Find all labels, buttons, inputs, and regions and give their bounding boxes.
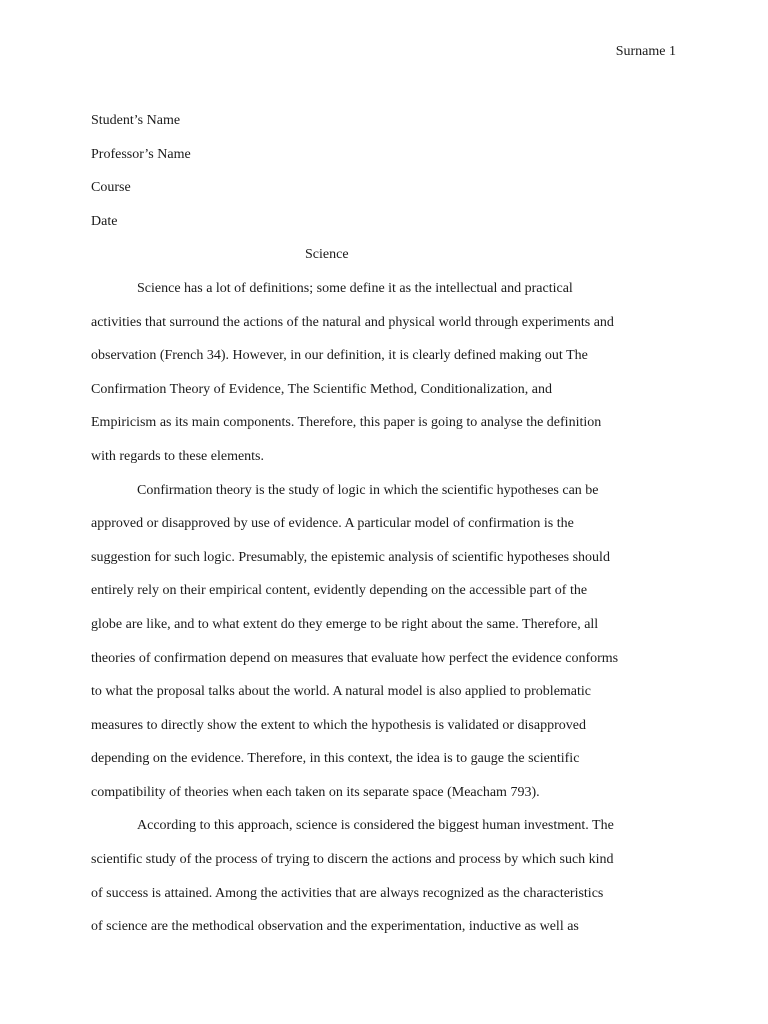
running-head: Surname 1 bbox=[615, 44, 676, 59]
paragraph-line: depending on the evidence. Therefore, in this context, the idea is to gauge the scientific bbox=[91, 751, 580, 767]
essay-title: Science bbox=[305, 247, 349, 263]
course-line: Course bbox=[91, 180, 131, 196]
paragraph-line: activities that surround the actions of the natural and physical world through experiments and bbox=[91, 314, 614, 330]
paragraph-line: to what the proposal talks about the world. A natural model is also applied to problematic bbox=[91, 684, 592, 700]
paragraph-line: measures to directly show the extent to which the hypothesis is validated or disapproved bbox=[91, 717, 586, 733]
date-line: Date bbox=[91, 213, 118, 229]
paragraph-line: with regards to these elements. bbox=[91, 448, 265, 464]
paragraph-line: According to this approach, science is considered the biggest human investment. The bbox=[137, 818, 614, 834]
paragraph-line: suggestion for such logic. Presumably, the epistemic analysis of scientific hypotheses should bbox=[91, 549, 610, 565]
paragraph-line: of success is attained. Among the activities that are always recognized as the characteristics bbox=[91, 885, 604, 901]
essay-body bbox=[91, 104, 677, 944]
paragraph-line: globe are like, and to what extent do they emerge to be right about the same. Therefore, all bbox=[91, 616, 599, 632]
paragraph-line: Empiricism as its main components. Therefore, this paper is going to analyse the definition bbox=[91, 415, 602, 431]
paragraph-line: of science are the methodical observation and the experimentation, inductive as well as bbox=[91, 919, 579, 935]
paragraph-line: Confirmation Theory of Evidence, The Scientific Method, Conditionalization, and bbox=[91, 381, 552, 397]
paragraph-line: entirely rely on their empirical content, evidently depending on the accessible part of the bbox=[91, 583, 588, 599]
student-name-line: Student’s Name bbox=[91, 113, 181, 128]
paragraph-line: scientific study of the process of trying to discern the actions and process by which such kind bbox=[91, 852, 614, 868]
paragraph-line: theories of confirmation depend on measures that evaluate how perfect the evidence conforms bbox=[91, 650, 619, 666]
paragraph-line: compatibility of theories when each taken on its separate space (Meacham 793). bbox=[91, 784, 540, 800]
paragraph-line: Science has a lot of definitions; some define it as the intellectual and practical bbox=[137, 280, 573, 296]
paragraph-line: Confirmation theory is the study of logic in which the scientific hypotheses can be bbox=[137, 482, 599, 498]
professor-name-line: Professor’s Name bbox=[91, 146, 191, 162]
paragraph-line: observation (French 34). However, in our definition, it is clearly defined making out The bbox=[91, 348, 588, 364]
paragraph-line: approved or disapproved by use of evidence. A particular model of confirmation is the bbox=[91, 516, 574, 532]
